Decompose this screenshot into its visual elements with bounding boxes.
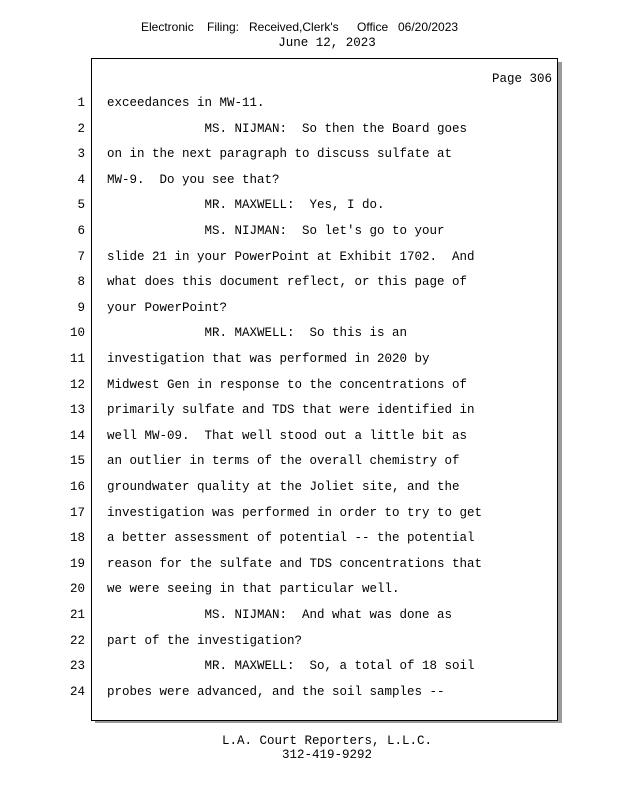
line-number: 2: [77, 122, 85, 136]
transcript-line: MS. NIJMAN: And what was done as: [107, 608, 453, 622]
line-number: 17: [69, 506, 85, 520]
line-number: 11: [69, 352, 85, 366]
transcript-line: Midwest Gen in response to the concentrations of: [107, 378, 468, 392]
transcript-line: MR. MAXWELL: So this is an: [107, 326, 408, 340]
line-number: 12: [69, 378, 85, 392]
line-number: 15: [69, 454, 85, 468]
line-number: 20: [69, 582, 85, 596]
transcript-line: a better assessment of potential -- the potential: [107, 531, 475, 545]
transcript-line: slide 21 in your PowerPoint at Exhibit 1702. And: [107, 250, 475, 264]
footer-phone: 312-419-9292: [281, 748, 372, 762]
transcript-line: groundwater quality at the Joliet site, and the: [107, 480, 460, 494]
line-number: 19: [69, 557, 85, 571]
transcript-line: exceedances in MW-11.: [107, 96, 265, 110]
transcript-line: probes were advanced, and the soil samples --: [107, 685, 445, 699]
line-number: 3: [77, 147, 85, 161]
line-number: 9: [77, 301, 85, 315]
line-number: 5: [77, 198, 85, 212]
line-number: 14: [69, 429, 85, 443]
filing-label: Filing:: [207, 20, 240, 34]
transcript-line: investigation was performed in order to try to get: [107, 506, 483, 520]
line-number: 10: [69, 326, 85, 340]
page-number: Page 306: [491, 72, 552, 86]
filing-electronic: Electronic: [141, 20, 194, 34]
transcript-line: we were seeing in that particular well.: [107, 582, 400, 596]
line-number: 16: [69, 480, 85, 494]
line-number: 18: [69, 531, 85, 545]
line-number: 22: [69, 634, 85, 648]
transcript-line: well MW-09. That well stood out a little bit as: [107, 429, 468, 443]
transcript-line: an outlier in terms of the overall chemistry of: [107, 454, 460, 468]
transcript-line: investigation that was performed in 2020 by: [107, 352, 430, 366]
transcript-line: MR. MAXWELL: Yes, I do.: [107, 198, 385, 212]
transcript-line: your PowerPoint?: [107, 301, 228, 315]
transcript-line: MS. NIJMAN: So then the Board goes: [107, 122, 468, 136]
transcript-line: reason for the sulfate and TDS concentrations that: [107, 557, 483, 571]
line-number: 7: [77, 250, 85, 264]
line-number: 6: [77, 224, 85, 238]
transcript-line: MR. MAXWELL: So, a total of 18 soil: [107, 659, 475, 673]
filing-date: 06/20/2023: [398, 20, 459, 34]
line-number: 23: [69, 659, 85, 673]
transcript-line: MW-9. Do you see that?: [107, 173, 280, 187]
transcript-line: on in the next paragraph to discuss sulfate at: [107, 147, 453, 161]
filing-office: Office: [357, 20, 389, 34]
transcript-line: primarily sulfate and TDS that were identified in: [107, 403, 475, 417]
hearing-date: June 12, 2023: [278, 36, 376, 50]
transcript-line: what does this document reflect, or this page of: [107, 275, 468, 289]
transcript-line: MS. NIJMAN: So let's go to your: [107, 224, 445, 238]
line-number: 1: [77, 96, 85, 110]
line-number: 21: [69, 608, 85, 622]
line-number: 24: [69, 685, 85, 699]
transcript-line: part of the investigation?: [107, 634, 303, 648]
filing-received: Received,Clerk's: [249, 20, 339, 34]
footer-company: L.A. Court Reporters, L.L.C.: [221, 734, 433, 748]
line-number: 13: [69, 403, 85, 417]
line-number: 4: [77, 173, 85, 187]
line-number: 8: [77, 275, 85, 289]
